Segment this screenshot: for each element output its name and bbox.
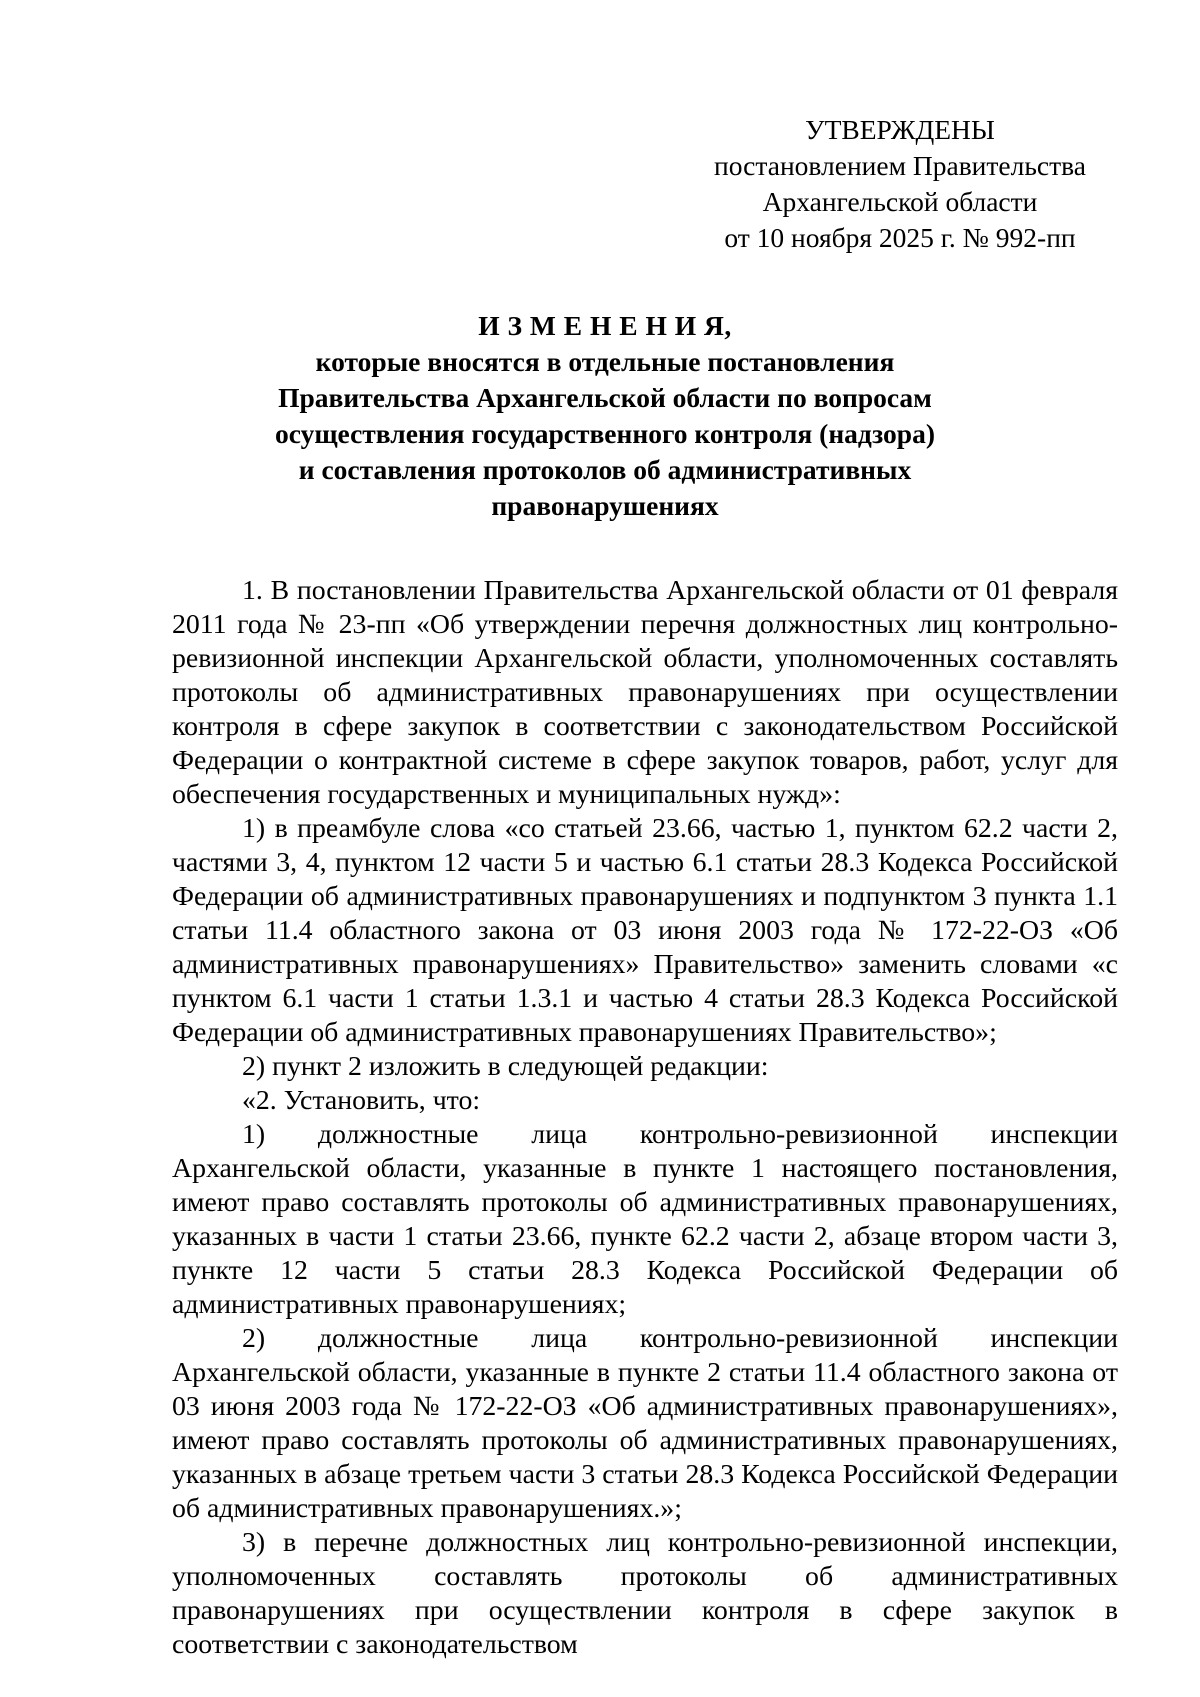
- approval-line-2: постановлением Правительства: [714, 150, 1086, 181]
- approval-title: УТВЕРЖДЕНЫ: [805, 114, 995, 145]
- quoted-clause-2: «2. Установить, что:: [242, 1085, 481, 1116]
- document-body: [172, 574, 1118, 1662]
- title-line: осуществления государственного контроля (надзора): [274, 418, 935, 449]
- document-title: [240, 308, 970, 524]
- approval-line-3: Архангельской области: [762, 186, 1038, 217]
- title-line: правонарушениях: [491, 490, 719, 521]
- title-line: которые вносятся в отдельные постановления: [315, 346, 895, 377]
- approval-stamp: [700, 112, 1100, 256]
- paragraph-1-2: 2) пункт 2 изложить в следующей редакции:: [242, 1051, 769, 1082]
- paragraph-1: 1. В постановлении Правительства Архангельской области от 01 февраля 2011 года № 23-пп «Об утверждении перечня должностных лиц контрольно-ревизионной инспекции Архангельской области, уполномоченных составлять протоколы об административных правонарушениях при осуществлении контроля в сфере закупок в соответствии с законодательством Российской Федерации о контрактной системе в сфере закупок товаров, работ, услуг для обеспечения государственных и муниципальных нужд»:: [172, 575, 1118, 810]
- paragraph-1-1: 1) в преамбуле слова «со статьей 23.66, частью 1, пунктом 62.2 части 2, частями 3, 4, пунктом 12 части 5 и частью 6.1 статьи 28.3 Кодекса Российской Федерации об административных правонарушениях и подпунктом 3 пункта 1.1 статьи 11.4 областного закона от 03 июня 2003 года № 172-22-ОЗ «Об административных правонарушениях» Правительство» заменить словами «с пунктом 6.1 части 1 статьи 1.3.1 и частью 4 статьи 28.3 Кодекса Российской Федерации об административных правонарушениях Правительство»;: [172, 813, 1118, 1048]
- title-heading: И З М Е Н Е Н И Я,: [478, 310, 732, 341]
- title-line: Правительства Архангельской области по вопросам: [278, 382, 932, 413]
- quoted-subclause-1: 1) должностные лица контрольно-ревизионной инспекции Архангельской области, указанные в пункте 1 настоящего постановления, имеют право составлять протоколы об административных правонарушениях, указанных в части 1 статьи 23.66, пункте 62.2 части 2, абзаце втором части 3, пункте 12 части 5 статьи 28.3 Кодекса Российской Федерации об административных правонарушениях;: [172, 1119, 1118, 1320]
- title-line: и составления протоколов об административных: [298, 454, 912, 485]
- paragraph-1-3: 3) в перечне должностных лиц контрольно-ревизионной инспекции, уполномоченных составлять протоколы об административных правонарушениях при осуществлении контроля в сфере закупок в соответствии с законодательством: [172, 1527, 1118, 1660]
- approval-date-number: от 10 ноября 2025 г. № 992-пп: [724, 222, 1076, 253]
- quoted-subclause-2: 2) должностные лица контрольно-ревизионной инспекции Архангельской области, указанные в пункте 2 статьи 11.4 областного закона от 03 июня 2003 года № 172-22-ОЗ «Об административных правонарушениях», имеют право составлять протоколы об административных правонарушениях, указанных в абзаце третьем части 3 статьи 28.3 Кодекса Российской Федерации об административных правонарушениях.»;: [172, 1323, 1118, 1524]
